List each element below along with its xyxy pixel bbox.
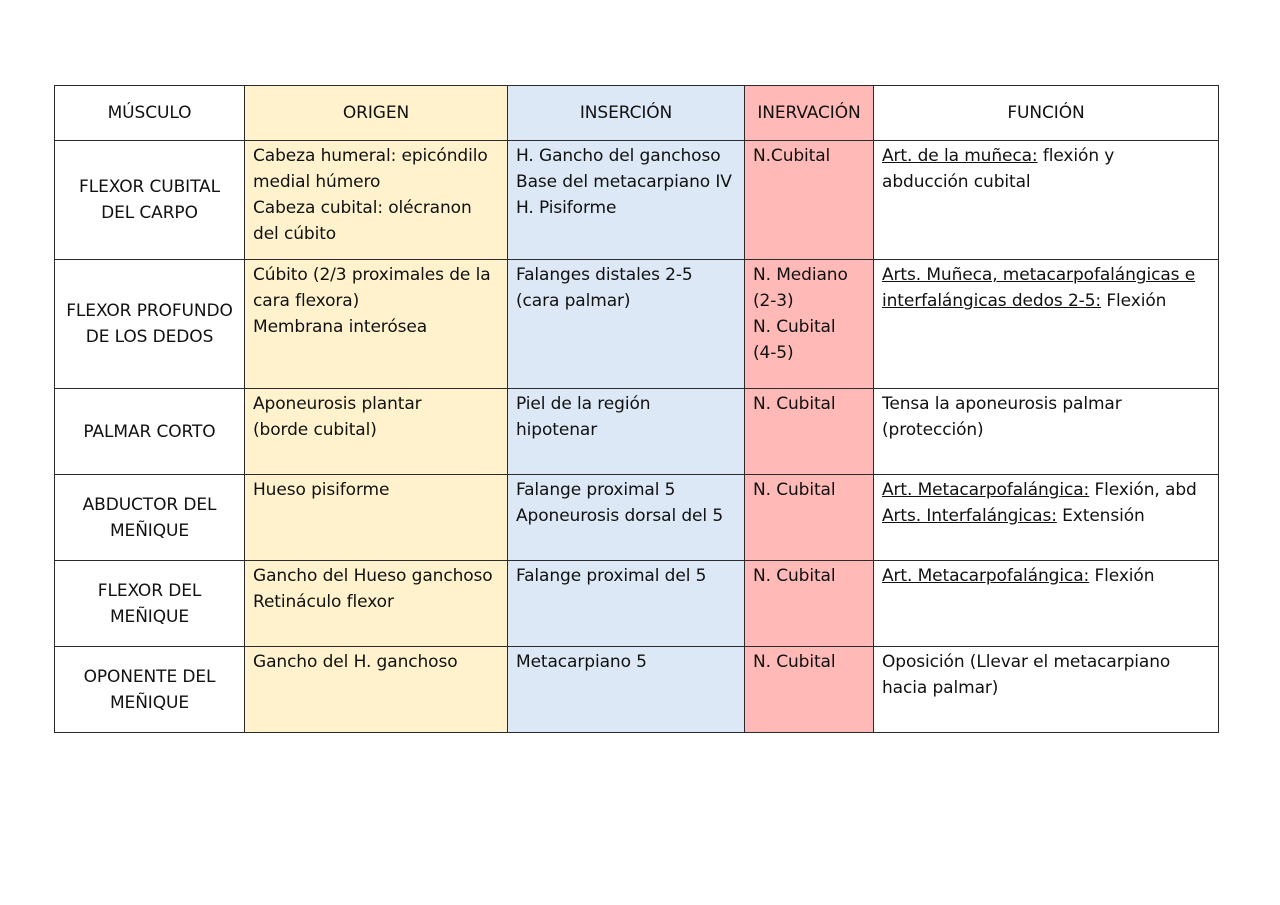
- header-origin: ORIGEN: [245, 86, 508, 141]
- header-muscle: MÚSCULO: [55, 86, 245, 141]
- function-line: [882, 169, 1211, 195]
- table-row: [55, 475, 1219, 561]
- insertion-cell: [508, 389, 745, 475]
- table-row: [55, 647, 1219, 733]
- origin-cell: [245, 389, 508, 475]
- innervation-cell: [745, 260, 874, 389]
- insertion-cell: [508, 647, 745, 733]
- origin-cell: [245, 260, 508, 389]
- function-line: [882, 503, 1211, 529]
- origin-line: Gancho del Hueso ganchoso: [253, 566, 493, 586]
- table-row: [55, 389, 1219, 475]
- innervation-line: N. Cubital: [753, 317, 836, 337]
- innervation-line: N. Cubital: [753, 394, 836, 414]
- innervation-line: N. Cubital: [753, 652, 836, 672]
- origin-line: Cúbito (2/3 proximales de la: [253, 265, 491, 285]
- function-line: [882, 143, 1211, 169]
- function-text: Flexión: [1089, 566, 1155, 586]
- function-cell: [874, 561, 1219, 647]
- table-row: [55, 260, 1219, 389]
- innervation-cell: [745, 475, 874, 561]
- insertion-line: H. Pisiforme: [516, 198, 617, 218]
- muscle-name: ABDUCTOR DEL MEÑIQUE: [55, 475, 245, 561]
- innervation-line: N. Cubital: [753, 566, 836, 586]
- function-joint-label: Arts. Interfalángicas:: [882, 506, 1057, 526]
- muscle-name: FLEXOR DEL MEÑIQUE: [55, 561, 245, 647]
- function-line: [882, 563, 1211, 589]
- innervation-cell: [745, 561, 874, 647]
- origin-cell: [245, 561, 508, 647]
- insertion-line: Falange proximal 5: [516, 480, 676, 500]
- function-text: Tensa la aponeurosis palmar: [882, 394, 1122, 414]
- innervation-line: (4-5): [753, 343, 794, 363]
- insertion-cell: [508, 561, 745, 647]
- table-row: [55, 561, 1219, 647]
- table-body: [55, 141, 1219, 733]
- function-joint-label: Arts. Muñeca, metacarpofalángicas e: [882, 265, 1196, 285]
- header-innervation: INERVACIÓN: [745, 86, 874, 141]
- function-cell: [874, 260, 1219, 389]
- innervation-cell: [745, 647, 874, 733]
- function-line: [882, 391, 1211, 417]
- function-joint-label: Art. Metacarpofalángica:: [882, 480, 1090, 500]
- function-text: Flexión: [1101, 291, 1167, 311]
- origin-line: Membrana interósea: [253, 317, 428, 337]
- insertion-line: Piel de la región: [516, 394, 651, 414]
- function-text: (protección): [882, 420, 984, 440]
- table-row: [55, 141, 1219, 260]
- header-function: FUNCIÓN: [874, 86, 1219, 141]
- origin-line: Gancho del H. ganchoso: [253, 652, 458, 672]
- innervation-cell: [745, 141, 874, 260]
- innervation-line: N. Cubital: [753, 480, 836, 500]
- function-joint-label: Art. Metacarpofalángica:: [882, 566, 1090, 586]
- insertion-line: Falanges distales 2-5: [516, 265, 693, 285]
- header-insertion: INSERCIÓN: [508, 86, 745, 141]
- muscle-table: [54, 85, 1219, 733]
- origin-line: Retináculo flexor: [253, 592, 394, 612]
- function-line: [882, 262, 1211, 288]
- function-text: Flexión, abd: [1089, 480, 1197, 500]
- origin-line: cara flexora): [253, 291, 360, 311]
- origin-line: del cúbito: [253, 224, 337, 244]
- origin-line: medial húmero: [253, 172, 381, 192]
- function-text: Oposición (Llevar el metacarpiano: [882, 652, 1171, 672]
- function-joint-label: Art. de la muñeca:: [882, 146, 1038, 166]
- innervation-line: N. Mediano: [753, 265, 848, 285]
- function-joint-label: interfalángicas dedos 2-5:: [882, 291, 1102, 311]
- function-cell: [874, 647, 1219, 733]
- function-line: [882, 649, 1211, 675]
- muscle-name: FLEXOR CUBITAL DEL CARPO: [55, 141, 245, 260]
- function-text: flexión y: [1037, 146, 1115, 166]
- function-text: hacia palmar): [882, 678, 999, 698]
- insertion-cell: [508, 260, 745, 389]
- function-cell: [874, 141, 1219, 260]
- innervation-line: (2-3): [753, 291, 794, 311]
- insertion-line: hipotenar: [516, 420, 598, 440]
- insertion-cell: [508, 475, 745, 561]
- function-line: [882, 288, 1211, 314]
- muscle-name: FLEXOR PROFUNDO DE LOS DEDOS: [55, 260, 245, 389]
- innervation-line: N.Cubital: [753, 146, 831, 166]
- function-line: [882, 675, 1211, 701]
- origin-line: Cabeza humeral: epicóndilo: [253, 146, 488, 166]
- muscle-name: OPONENTE DEL MEÑIQUE: [55, 647, 245, 733]
- origin-cell: [245, 141, 508, 260]
- origin-line: (borde cubital): [253, 420, 377, 440]
- function-cell: [874, 389, 1219, 475]
- origin-line: Cabeza cubital: olécranon: [253, 198, 472, 218]
- function-text: abducción cubital: [882, 172, 1031, 192]
- function-line: [882, 477, 1211, 503]
- insertion-line: (cara palmar): [516, 291, 631, 311]
- insertion-line: Metacarpiano 5: [516, 652, 647, 672]
- function-line: [882, 417, 1211, 443]
- function-text: Extensión: [1056, 506, 1145, 526]
- muscle-name: PALMAR CORTO: [55, 389, 245, 475]
- origin-cell: [245, 647, 508, 733]
- insertion-cell: [508, 141, 745, 260]
- innervation-cell: [745, 389, 874, 475]
- origin-cell: [245, 475, 508, 561]
- insertion-line: H. Gancho del ganchoso: [516, 146, 721, 166]
- origin-line: Aponeurosis plantar: [253, 394, 422, 414]
- header-row: [55, 86, 1219, 141]
- insertion-line: Falange proximal del 5: [516, 566, 707, 586]
- origin-line: Hueso pisiforme: [253, 480, 390, 500]
- function-cell: [874, 475, 1219, 561]
- insertion-line: Base del metacarpiano IV: [516, 172, 732, 192]
- insertion-line: Aponeurosis dorsal del 5: [516, 506, 724, 526]
